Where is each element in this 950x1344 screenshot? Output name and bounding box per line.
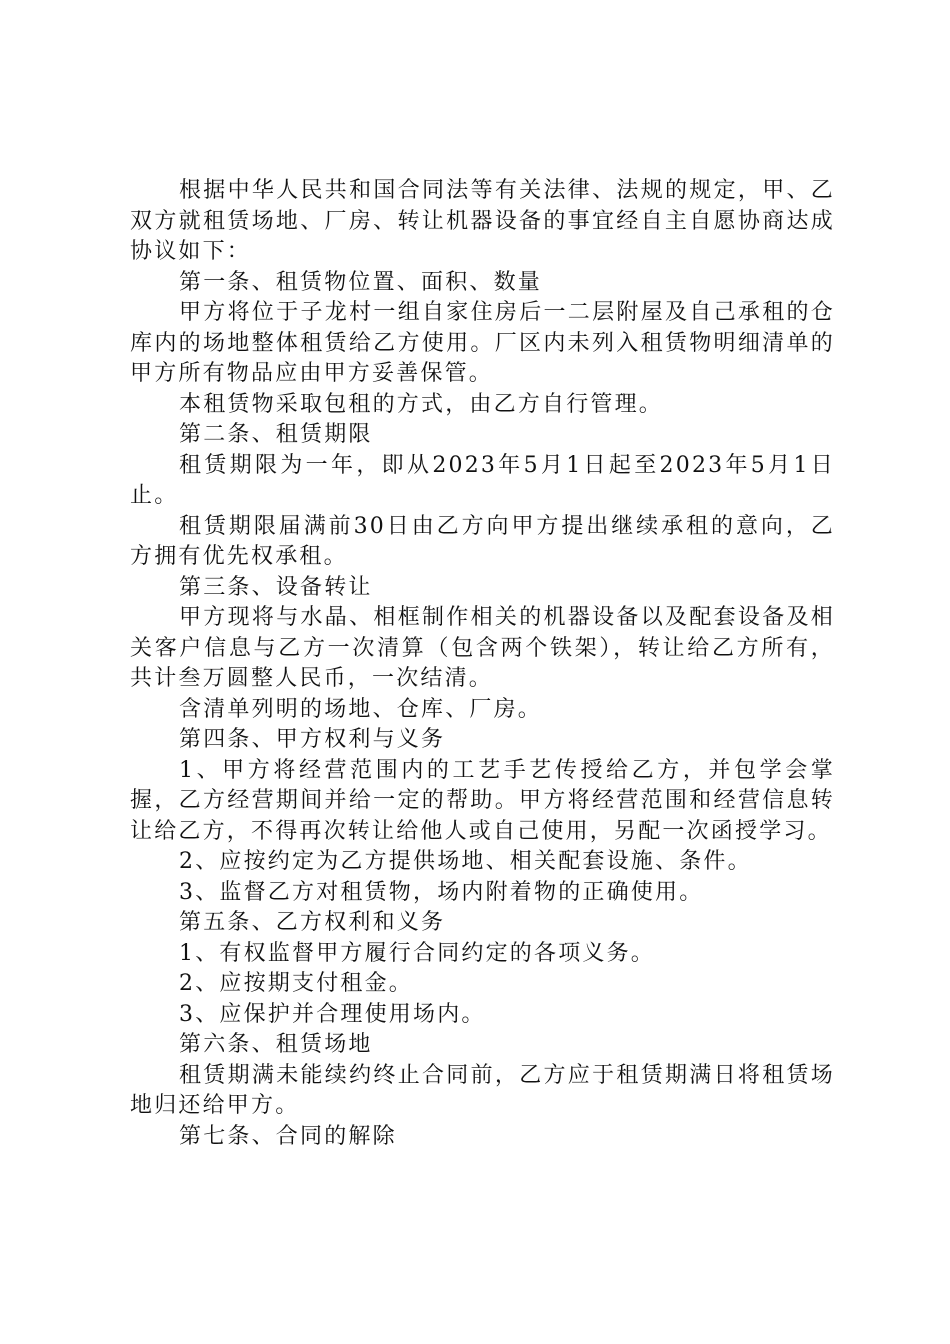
article-5-heading: 第五条、乙方权利和义务 (179, 910, 446, 935)
list-item: 1、有权监督甲方履行合同约定的各项义务。 (179, 940, 655, 966)
paragraph: 甲方将位于子龙村一组自家住房后一二层附屋及自己承租的仓库内的场地整体租赁给乙方使用。厂区内未列入租赁物明细清单的甲方所有物品应由甲方妥善保管。 (130, 300, 835, 386)
paragraph: 租赁期限届满前30日由乙方向甲方提出继续承租的意向，乙方拥有优先权承租。 (130, 513, 835, 569)
article-1-heading: 第一条、租赁物位置、面积、数量 (179, 269, 543, 295)
paragraph: 含清单列明的场地、仓库、厂房。 (179, 696, 543, 722)
paragraph-preamble: 根据中华人民共和国合同法等有关法律、法规的规定，甲、乙双方就租赁场地、厂房、转让机器设备的事宜经自主自愿协商达成协议如下： (130, 178, 835, 264)
document-page (130, 176, 835, 1152)
article-7-heading: 第七条、合同的解除 (179, 1123, 397, 1149)
list-item: 1、甲方将经营范围内的工艺手艺传授给乙方，并包学会掌握，乙方经营期间并给一定的帮助。甲方将经营范围和经营信息转让给乙方，不得再次转让给他人或自己使用，另配一次函授学习。 (130, 757, 835, 844)
list-item: 2、应按期支付租金。 (179, 971, 413, 996)
article-3-heading: 第三条、设备转让 (179, 574, 373, 600)
paragraph: 租赁期限为一年，即从2023年5月1日起至2023年5月1日止。 (130, 452, 835, 508)
paragraph: 甲方现将与水晶、相框制作相关的机器设备以及配套设备及相关客户信息与乙方一次清算（包含两个铁架），转让给乙方所有，共计叁万圆整人民币，一次结清。 (130, 605, 835, 691)
article-2-heading: 第二条、租赁期限 (179, 422, 373, 447)
list-item: 2、应按约定为乙方提供场地、相关配套设施、条件。 (179, 849, 752, 874)
list-item: 3、应保护并合理使用场内。 (179, 1001, 486, 1027)
paragraph: 租赁期满未能续约终止合同前，乙方应于租赁期满日将租赁场地归还给甲方。 (130, 1062, 835, 1118)
list-item: 3、监督乙方对租赁物，场内附着物的正确使用。 (179, 879, 704, 905)
article-4-heading: 第四条、甲方权利与义务 (179, 727, 446, 752)
paragraph: 本租赁物采取包租的方式，由乙方自行管理。 (179, 391, 664, 417)
article-6-heading: 第六条、租赁场地 (179, 1032, 373, 1057)
